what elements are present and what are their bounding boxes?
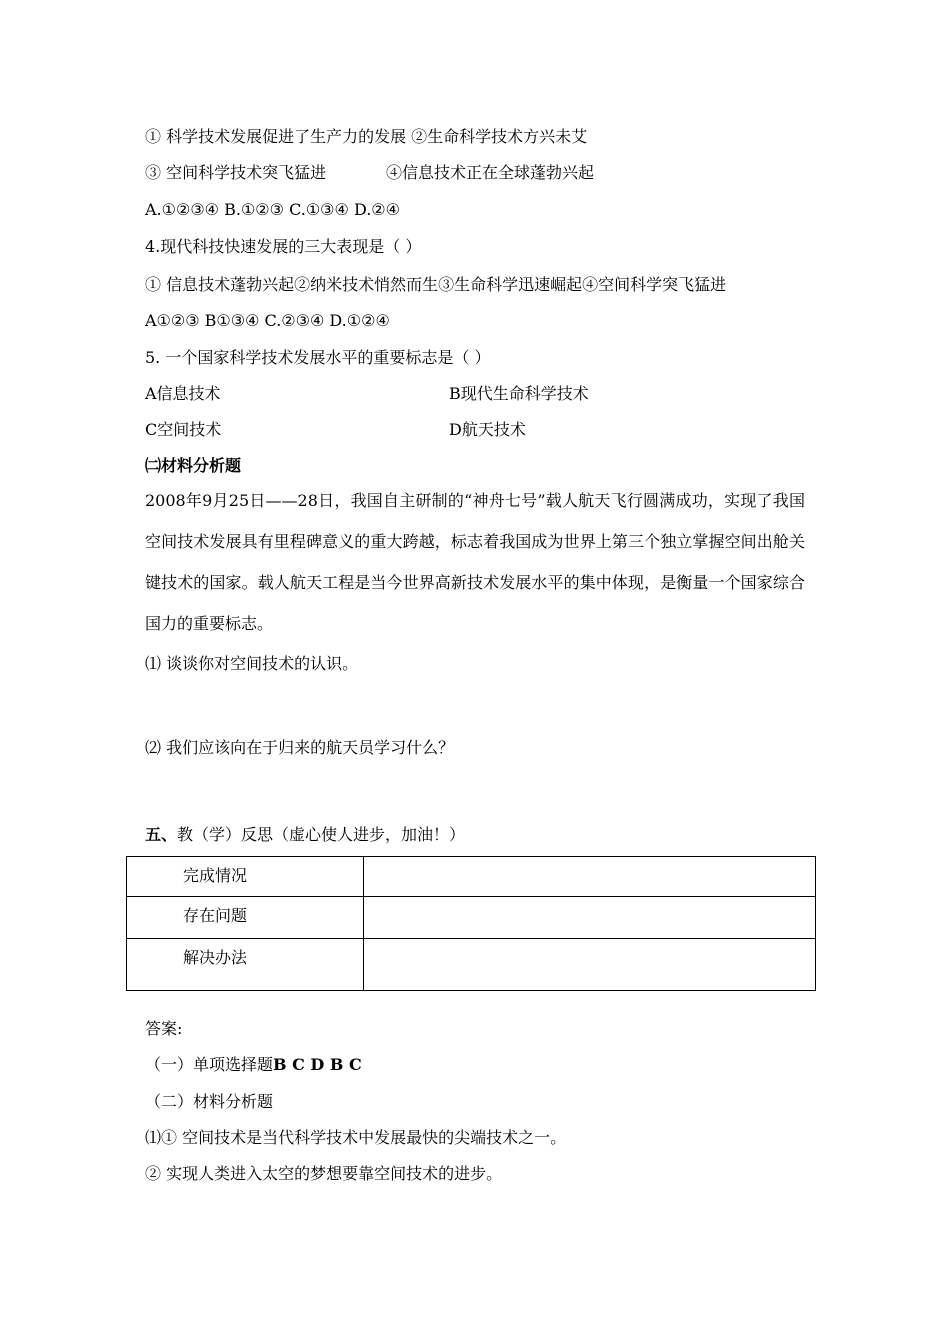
material-heading: ㈡材料分析题 (145, 456, 242, 475)
reflection-row-label: 解决办法 (127, 939, 364, 991)
table-row (127, 897, 816, 939)
q3-options: A.①②③④ B.①②③ C.①③④ D.②④ (145, 200, 400, 219)
q4-items: ① 信息技术蓬勃兴起②纳米技术悄然而生③生命科学迅速崛起④空间科学突飞猛进 (145, 275, 727, 294)
reflection-row-label: 完成情况 (127, 857, 364, 897)
answers-analysis-2: ② 实现人类进入太空的梦想要靠空间技术的进步。 (145, 1164, 503, 1183)
material-question-2: ⑵ 我们应该向在于归来的航天员学习什么？ (145, 738, 455, 757)
reflection-table (126, 856, 816, 991)
q3-items-line2b: ④信息技术正在全球蓬勃兴起 (386, 163, 595, 182)
q4-options: A①②③ B①③④ C.②③④ D.①②④ (145, 311, 390, 330)
answers-single-choice-label: （一）单项选择题 (145, 1055, 274, 1074)
q5-option-d: D航天技术 (449, 420, 526, 439)
reflection-heading-text: 教（学）反思（虚心使人进步，加油！） (177, 825, 466, 844)
q5-option-a: A信息技术 (145, 384, 221, 403)
material-question-1: ⑴ 谈谈你对空间技术的认识。 (145, 654, 359, 673)
reflection-row-input[interactable] (364, 939, 816, 991)
answers-single-choice (145, 1055, 362, 1075)
answers-analysis-title: （二）材料分析题 (145, 1092, 274, 1111)
reflection-row-label: 存在问题 (127, 897, 364, 939)
reflection-heading (145, 825, 465, 845)
material-passage: 2008年9月25日——28日，我国自主研制的“神舟七号”载人航天飞行圆满成功，实现了我国空间技术发展具有里程碑意义的重大跨越，标志着我国成为世界上第三个独立掌握空间出舱关键技术的国家。载人航天工程是当今世界高新技术发展水平的集中体现，是衡量一个国家综合国力的重要标志。 (145, 491, 805, 633)
answers-title: 答案: (145, 1019, 183, 1038)
reflection-row-input[interactable] (364, 897, 816, 939)
q3-items-line2a: ③ 空间科学技术突飞猛进 (145, 163, 327, 182)
reflection-row-input[interactable] (364, 857, 816, 897)
q5-option-b: B现代生命科学技术 (449, 384, 589, 403)
q3-items-line1: ① 科学技术发展促进了生产力的发展 ②生命科学技术方兴未艾 (145, 127, 588, 146)
table-row (127, 939, 816, 991)
reflection-heading-number: 五、 (145, 825, 178, 844)
q4-stem: 4.现代科技快速发展的三大表现是（ ） (145, 237, 422, 256)
q5-stem: 5. 一个国家科学技术发展水平的重要标志是（ ） (145, 348, 491, 367)
q5-option-c: C空间技术 (145, 420, 222, 439)
table-row (127, 857, 816, 897)
answers-analysis-1: ⑴① 空间技术是当代科学技术中发展最快的尖端技术之一。 (145, 1128, 567, 1147)
answers-single-choice-values: B C D B C (273, 1055, 362, 1074)
